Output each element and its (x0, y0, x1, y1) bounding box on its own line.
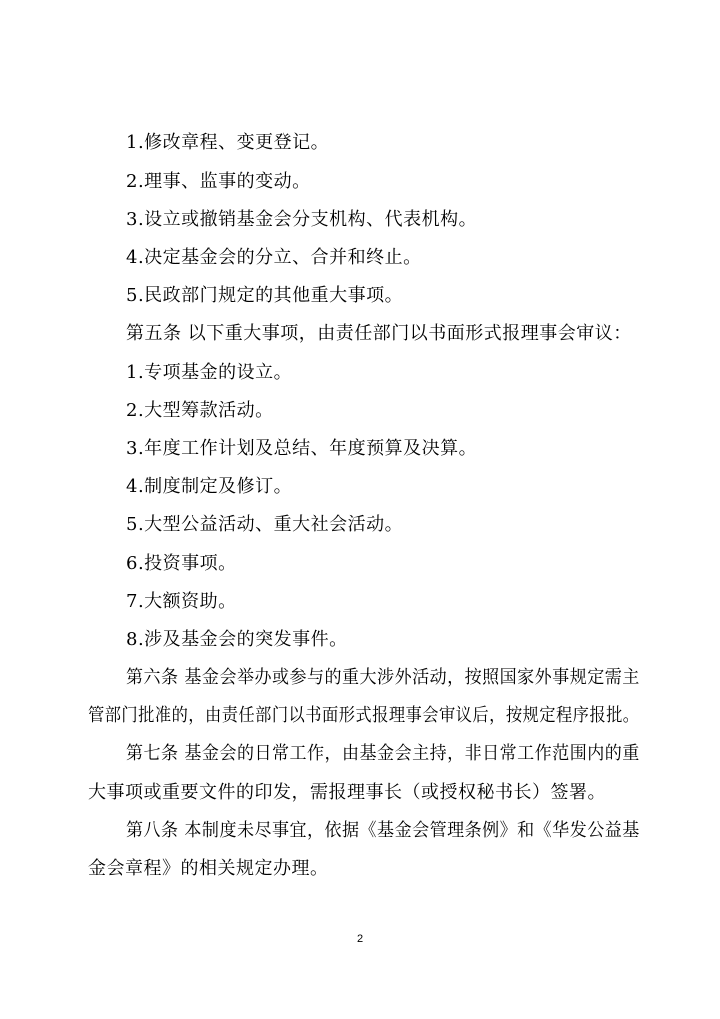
text-line: 4.决定基金会的分立、合并和终止。 (126, 247, 422, 268)
text-line: 7.大额资助。 (126, 591, 237, 612)
text-line: 3.年度工作计划及总结、年度预算及决算。 (126, 438, 478, 459)
text-line: 1.修改章程、变更登记。 (126, 132, 330, 153)
text-line: 2.大型筹款活动。 (126, 400, 274, 421)
text-line: 1.专项基金的设立。 (126, 362, 293, 383)
text-line: 大事项或重要文件的印发，需报理事长（或授权秘书长）签署。 (88, 782, 606, 803)
text-line: 3.设立或撤销基金会分支机构、代表机构。 (126, 209, 478, 230)
text-line: 4.制度制定及修订。 (126, 476, 293, 497)
text-line: 第七条 基金会的日常工作，由基金会主持，非日常工作范围内的重 (126, 743, 640, 764)
text-line: 8.涉及基金会的突发事件。 (126, 629, 348, 650)
text-line: 2.理事、监事的变动。 (126, 171, 311, 192)
text-line: 金会章程》的相关规定办理。 (88, 858, 329, 879)
text-line: 5.民政部门规定的其他重大事项。 (126, 285, 404, 306)
text-line: 5.大型公益活动、重大社会活动。 (126, 514, 404, 535)
text-line: 管部门批准的，由责任部门以书面形式报理事会审议后，按规定程序报批。 (88, 705, 640, 726)
text-line: 第五条 以下重大事项，由责任部门以书面形式报理事会审议： (126, 323, 632, 344)
text-line: 第六条 基金会举办或参与的重大涉外活动，按照国家外事规定需主 (126, 667, 640, 688)
text-line: 第八条 本制度未尽事宜，依据《基金会管理条例》和《华发公益基 (126, 820, 640, 841)
page-number: 2 (356, 933, 364, 945)
text-line: 6.投资事项。 (126, 553, 237, 574)
